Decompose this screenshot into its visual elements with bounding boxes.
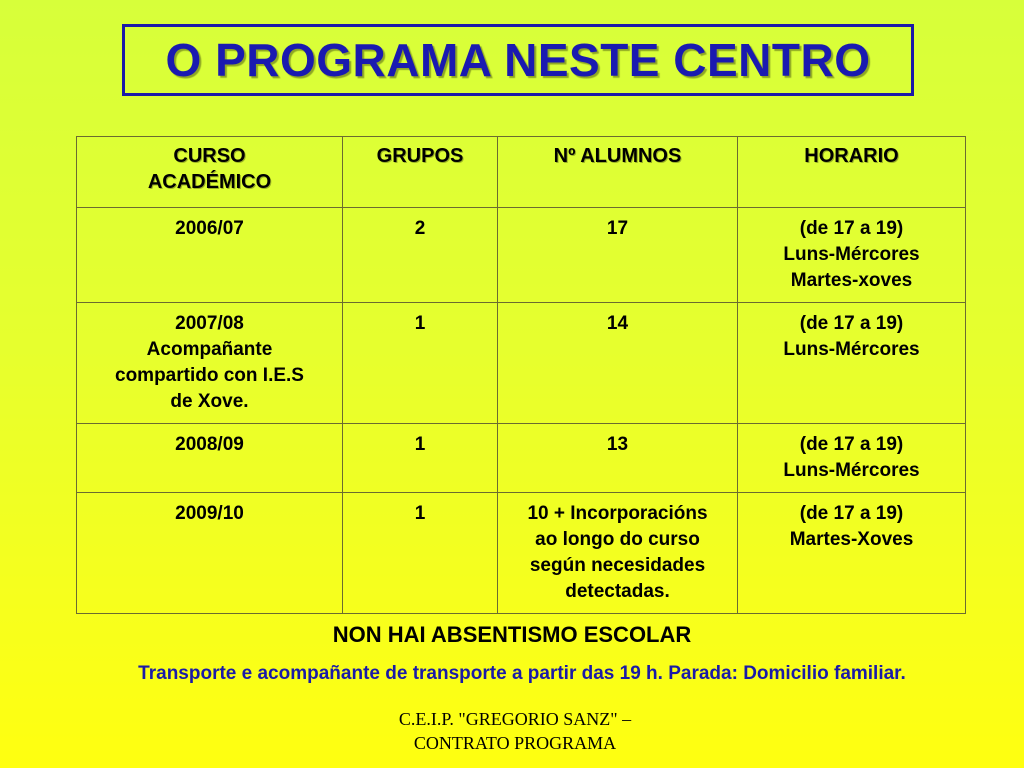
- program-table-wrap: [76, 136, 965, 614]
- cell-curso: [77, 303, 343, 424]
- table-row: [77, 493, 966, 614]
- cell-grupos: 1: [343, 303, 498, 424]
- absentism-heading: NON HAI ABSENTISMO ESCOLAR: [332, 622, 692, 647]
- cell-curso: [77, 208, 343, 303]
- cell-line: de Xove.: [170, 391, 249, 412]
- header-horario: HORARIO: [738, 137, 966, 208]
- cell-curso: [77, 424, 343, 493]
- cell-alumnos: [498, 303, 738, 424]
- cell-line: Martes-Xoves: [789, 529, 914, 550]
- cell-line: Martes-xoves: [790, 270, 913, 291]
- footer: [380, 707, 650, 755]
- cell-line: Luns-Mércores: [783, 339, 920, 360]
- cell-line: 2007/08: [175, 313, 244, 334]
- cell-grupos: 2: [343, 208, 498, 303]
- cell-curso: [77, 493, 343, 614]
- cell-alumnos: [498, 493, 738, 614]
- header-alumnos: Nº ALUMNOS: [498, 137, 738, 208]
- cell-line: detectadas.: [565, 581, 670, 602]
- cell-line: compartido con I.E.S: [115, 365, 304, 386]
- cell-horario: [738, 303, 966, 424]
- transport-note: Transporte e acompañante de transporte a partir das 19 h. Parada: Domicilio familiar.: [138, 663, 906, 684]
- cell-line: 2008/09: [175, 434, 244, 455]
- cell-line: (de 17 a 19): [799, 218, 904, 239]
- cell-line: ao longo do curso: [535, 529, 700, 550]
- footer-line: CONTRATO PROGRAMA: [413, 733, 617, 753]
- page-title: O PROGRAMA NESTE CENTRO: [165, 34, 871, 86]
- cell-line: Acompañante: [146, 339, 273, 360]
- table-header-row: [77, 137, 966, 208]
- title-box: [122, 24, 914, 96]
- header-curso-line: CURSO: [173, 145, 246, 167]
- cell-alumnos: [498, 424, 738, 493]
- cell-line: (de 17 a 19): [799, 434, 904, 455]
- table-row: [77, 424, 966, 493]
- cell-horario: [738, 424, 966, 493]
- cell-line: 17: [606, 218, 629, 239]
- cell-line: 2009/10: [175, 503, 244, 524]
- table-row: [77, 303, 966, 424]
- cell-grupos: 1: [343, 493, 498, 614]
- cell-horario: [738, 208, 966, 303]
- cell-line: 13: [606, 434, 629, 455]
- cell-line: Luns-Mércores: [783, 244, 920, 265]
- cell-line: según necesidades: [529, 555, 706, 576]
- cell-line: 2006/07: [175, 218, 244, 239]
- cell-grupos: 1: [343, 424, 498, 493]
- program-table: [76, 136, 966, 614]
- cell-line: Luns-Mércores: [783, 460, 920, 481]
- header-curso: [77, 137, 343, 208]
- cell-alumnos: [498, 208, 738, 303]
- table-row: [77, 208, 966, 303]
- cell-horario: [738, 493, 966, 614]
- header-curso-line: ACADÉMICO: [147, 171, 272, 193]
- header-grupos: GRUPOS: [343, 137, 498, 208]
- cell-line: (de 17 a 19): [799, 503, 904, 524]
- cell-line: 14: [606, 313, 629, 334]
- cell-line: (de 17 a 19): [799, 313, 904, 334]
- footer-line: C.E.I.P. "GREGORIO SANZ" –: [398, 709, 632, 729]
- cell-line: 10 + Incorporacións: [527, 503, 708, 524]
